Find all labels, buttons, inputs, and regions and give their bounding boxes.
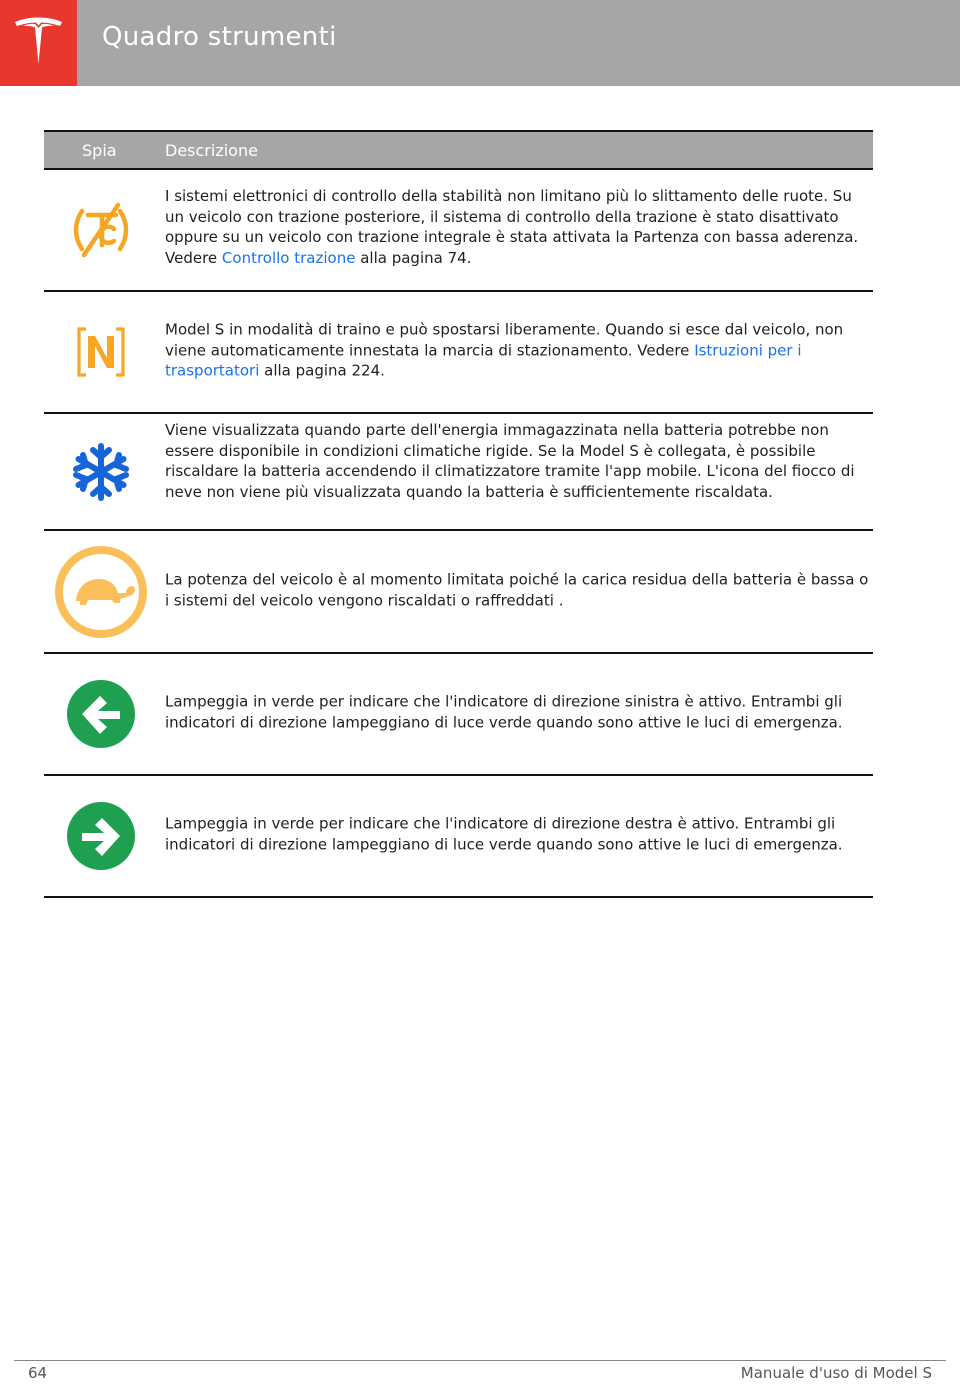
row-description <box>165 814 869 855</box>
row-icon-cell <box>44 531 158 652</box>
description-text: I sistemi elettronici di controllo della stabilità non limitano più lo slittamento delle ruote. Su un veicolo con trazione posteriore, il sistema di controllo della trazione è stato disattivato oppure su un veicolo con trazione integrale è stata attivata la Partenza con bassa aderenza. Vedere <box>165 187 859 267</box>
left-turn-signal-icon <box>66 679 136 749</box>
tesla-logo <box>0 0 77 86</box>
column-header-icon: Spia <box>82 141 117 160</box>
tesla-logo-icon <box>11 16 66 70</box>
table-row <box>44 170 873 292</box>
row-description <box>165 186 869 268</box>
snowflake-icon <box>71 442 131 502</box>
neutral-tow-mode-icon <box>76 326 126 378</box>
row-icon-cell <box>44 776 158 896</box>
link-istruzioni-trasportatori[interactable]: Istruzioni per i trasportatori <box>165 340 802 380</box>
footer-divider <box>14 1360 946 1361</box>
column-header-description: Descrizione <box>165 141 258 160</box>
table-header <box>44 130 873 170</box>
table-row <box>44 776 873 898</box>
table-row <box>44 654 873 776</box>
description-text: La potenza del veicolo è al momento limitata poiché la carica residua della batteria è bassa o i sistemi del veicolo vengono riscaldati o raffreddati . <box>165 570 869 609</box>
description-text: Model S in modalità di traino e può spostarsi liberamente. Quando si esce dal veicolo, non viene automaticamente innestata la marcia di stazionamento. Vedere <box>165 320 844 359</box>
row-description <box>165 570 869 611</box>
row-icon-cell <box>44 414 158 529</box>
row-icon-cell <box>44 292 158 412</box>
warning-lights-table <box>44 130 873 898</box>
table-row <box>44 292 873 414</box>
page-header <box>0 0 960 86</box>
row-icon-cell <box>44 654 158 774</box>
page-number: 64 <box>28 1364 48 1382</box>
row-description <box>165 319 869 381</box>
right-turn-signal-icon <box>66 801 136 871</box>
row-description <box>165 692 869 733</box>
traction-control-off-icon <box>70 199 132 261</box>
table-row <box>44 414 873 531</box>
page-title: Quadro strumenti <box>102 22 337 52</box>
table-row <box>44 531 873 654</box>
turtle-reduced-power-icon <box>54 545 148 639</box>
row-icon-cell <box>44 170 158 290</box>
description-text: Lampeggia in verde per indicare che l'indicatore di direzione sinistra è attivo. Entrambi gli indicatori di direzione lampeggiano di luce verde quando sono attive le luci di emergenza. <box>165 692 843 731</box>
description-page-ref: alla pagina 74. <box>355 248 472 267</box>
manual-title: Manuale d'uso di Model S <box>740 1364 932 1382</box>
description-page-ref: alla pagina 224. <box>259 361 385 380</box>
description-text: Viene visualizzata quando parte dell'energia immagazzinata nella batteria potrebbe non essere disponibile in condizioni climatiche rigide. Se la Model S è collegata, è possibile riscaldare la batteria accendendo il climatizzatore tramite l'app mobile. L'icona del fiocco di neve non viene più visualizzata quando la batteria è sufficientemente riscaldata. <box>165 421 855 501</box>
row-description <box>165 420 869 502</box>
description-text: Lampeggia in verde per indicare che l'indicatore di direzione destra è attivo. Entrambi gli indicatori di direzione lampeggiano di luce verde quando sono attive le luci di emergenza. <box>165 814 843 853</box>
link-controllo-trazione[interactable]: Controllo trazione <box>221 248 356 267</box>
